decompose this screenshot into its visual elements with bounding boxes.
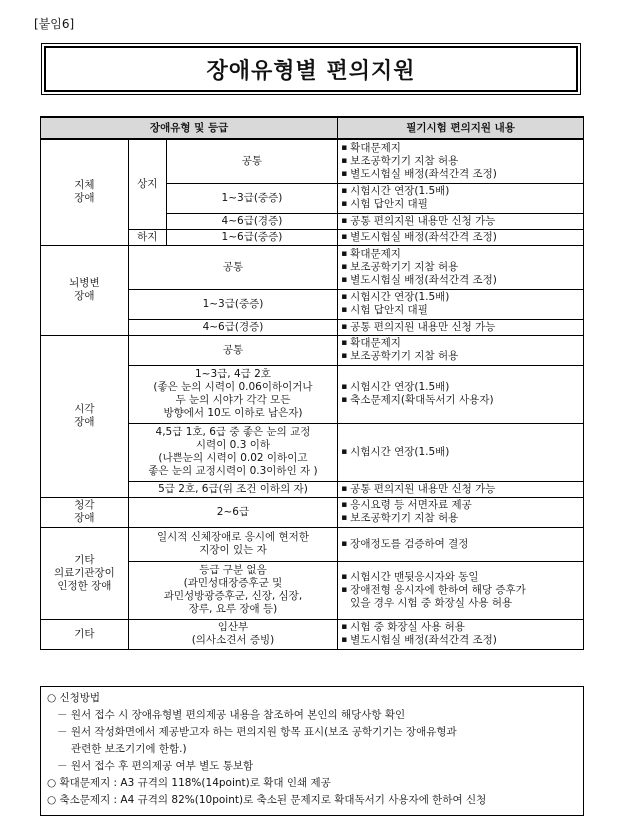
grade-cell: 공통 bbox=[128, 335, 337, 365]
note-enlarge: ○ 확대문제지 : A3 규격의 118%(14point)로 확대 인쇄 제공 bbox=[47, 777, 331, 789]
support-item: ▪ 시험시간 연장(1.5배) bbox=[341, 291, 580, 304]
grade-cell: 등급 구분 없음 (과민성대장증후군 및 과민성방광증후군, 신장, 심장, 장루, 요루 장애 등) bbox=[128, 561, 337, 619]
support-item: ▪ 시험시간 맨뒷응시자와 동일 bbox=[341, 571, 580, 584]
support-item: ▪ 장애전형 응시자에 한하여 해당 증후가 있을 경우 시험 중 화장실 사용 허용 bbox=[341, 584, 580, 610]
grade-cell: 4,5급 1호, 6급 중 좋은 눈의 교정 시력이 0.3 이하 (나쁜눈의 시력이 0.02 이하이고 좋은 눈의 교정시력이 0.3이하인 자 ) bbox=[128, 423, 337, 481]
support-table bbox=[40, 116, 584, 650]
support-cell bbox=[338, 183, 584, 213]
support-item: ▪ 축소문제지(확대독서기 사용자) bbox=[341, 394, 580, 407]
grade-cell: 1~3급(중증) bbox=[166, 183, 338, 213]
support-item: ▪ 별도시험실 배정(좌석간격 조정) bbox=[341, 168, 580, 181]
table-row bbox=[41, 245, 584, 289]
support-item: ▪ 보조공학기기 지참 허용 bbox=[341, 512, 580, 525]
subcategory-lower: 하지 bbox=[128, 229, 166, 245]
support-item: ▪ 시험시간 연장(1.5배) bbox=[341, 446, 580, 459]
support-item: ▪ 확대문제지 bbox=[341, 142, 580, 155]
support-cell bbox=[338, 481, 584, 497]
grade-cell: 1~3급(중증) bbox=[128, 289, 337, 319]
page-title: 장애유형별 편의지원 bbox=[44, 46, 578, 92]
grade-cell: 5급 2호, 6급(위 조건 이하의 자) bbox=[128, 481, 337, 497]
grade-cell: 4~6급(경증) bbox=[128, 319, 337, 335]
support-item: ▪ 별도시험실 배정(좌석간격 조정) bbox=[341, 634, 580, 647]
support-item: ▪ 확대문제지 bbox=[341, 248, 580, 261]
table-row bbox=[41, 497, 584, 527]
grade-cell: 공통 bbox=[166, 139, 338, 183]
grade-cell: 2~6급 bbox=[128, 497, 337, 527]
notes-box bbox=[40, 686, 584, 816]
note-apply-method: ○ 신청방법 bbox=[47, 692, 101, 704]
support-cell bbox=[338, 245, 584, 289]
grade-cell: 일시적 신체장애로 응시에 현저한 지장이 있는 자 bbox=[128, 527, 337, 561]
support-item: ▪ 장애정도를 검증하여 결정 bbox=[341, 538, 580, 551]
note-line: － 원서 접수 후 편의제공 여부 별도 통보함 bbox=[57, 760, 254, 772]
support-item: ▪ 별도시험실 배정(좌석간격 조정) bbox=[341, 231, 580, 244]
grade-cell: 1~3급, 4급 2호 (좋은 눈의 시력이 0.06이하이거나 두 눈의 시야가 각각 모든 방향에서 10도 이하로 남은자) bbox=[128, 365, 337, 423]
support-item: ▪ 시험 답안지 대필 bbox=[341, 198, 580, 211]
support-item: ▪ 시험시간 연장(1.5배) bbox=[341, 185, 580, 198]
support-cell bbox=[338, 497, 584, 527]
header-type-grade: 장애유형 및 등급 bbox=[41, 117, 338, 139]
note-line: － 원서 작성화면에서 제공받고자 하는 편의지원 항목 표시(보조 공학기기는 장애유형과 bbox=[57, 726, 457, 738]
support-cell bbox=[338, 213, 584, 229]
grade-cell: 공통 bbox=[128, 245, 337, 289]
support-cell bbox=[338, 139, 584, 183]
grade-cell: 4~6급(경증) bbox=[166, 213, 338, 229]
category-other: 기타 bbox=[41, 619, 129, 649]
note-line: 관련한 보조기기에 한함.) bbox=[71, 743, 187, 755]
support-item: ▪ 시험시간 연장(1.5배) bbox=[341, 381, 580, 394]
support-item: ▪ 확대문제지 bbox=[341, 337, 580, 350]
support-item: ▪ 공통 편의지원 내용만 신청 가능 bbox=[341, 483, 580, 496]
attachment-label: [붙임6] bbox=[34, 17, 75, 31]
support-item: ▪ 별도시험실 배정(좌석간격 조정) bbox=[341, 274, 580, 287]
support-cell bbox=[338, 335, 584, 365]
note-reduce: ○ 축소문제지 : A4 규격의 82%(10point)로 축소된 문제지로 확대독서기 사용자에 한하여 신청 bbox=[47, 794, 487, 806]
support-item: ▪ 응시요령 등 서면자료 제공 bbox=[341, 499, 580, 512]
support-item: ▪ 보조공학기기 지참 허용 bbox=[341, 261, 580, 274]
category-hearing: 청각 장애 bbox=[41, 497, 129, 527]
support-cell bbox=[338, 619, 584, 649]
support-item: ▪ 보조공학기기 지참 허용 bbox=[341, 155, 580, 168]
support-cell bbox=[338, 365, 584, 423]
grade-cell: 1~6급(중증) bbox=[166, 229, 338, 245]
support-cell bbox=[338, 289, 584, 319]
category-physical: 지체 장애 bbox=[41, 139, 129, 245]
table-header-row bbox=[41, 117, 584, 139]
support-cell bbox=[338, 527, 584, 561]
table-row bbox=[41, 139, 584, 183]
category-medical: 기타 의료기관장이 인정한 장애 bbox=[41, 527, 129, 619]
table-row bbox=[41, 619, 584, 649]
table-row bbox=[41, 527, 584, 561]
support-item: ▪ 시험 답안지 대필 bbox=[341, 304, 580, 317]
support-cell bbox=[338, 319, 584, 335]
support-item: ▪ 공통 편의지원 내용만 신청 가능 bbox=[341, 215, 580, 228]
category-visual: 시각 장애 bbox=[41, 335, 129, 497]
support-item: ▪ 공통 편의지원 내용만 신청 가능 bbox=[341, 321, 580, 334]
category-brain: 뇌병변 장애 bbox=[41, 245, 129, 335]
subcategory-upper: 상지 bbox=[128, 139, 166, 229]
support-item: ▪ 시험 중 화장실 사용 허용 bbox=[341, 621, 580, 634]
grade-cell: 임산부 (의사소견서 증빙) bbox=[128, 619, 337, 649]
support-item: ▪ 보조공학기기 지참 허용 bbox=[341, 350, 580, 363]
note-line: － 원서 접수 시 장애유형별 편의제공 내용을 참조하여 본인의 해당사항 확인 bbox=[57, 709, 406, 721]
support-cell bbox=[338, 561, 584, 619]
support-cell bbox=[338, 423, 584, 481]
support-cell bbox=[338, 229, 584, 245]
table-row bbox=[41, 335, 584, 365]
header-support: 필기시험 편의지원 내용 bbox=[338, 117, 584, 139]
